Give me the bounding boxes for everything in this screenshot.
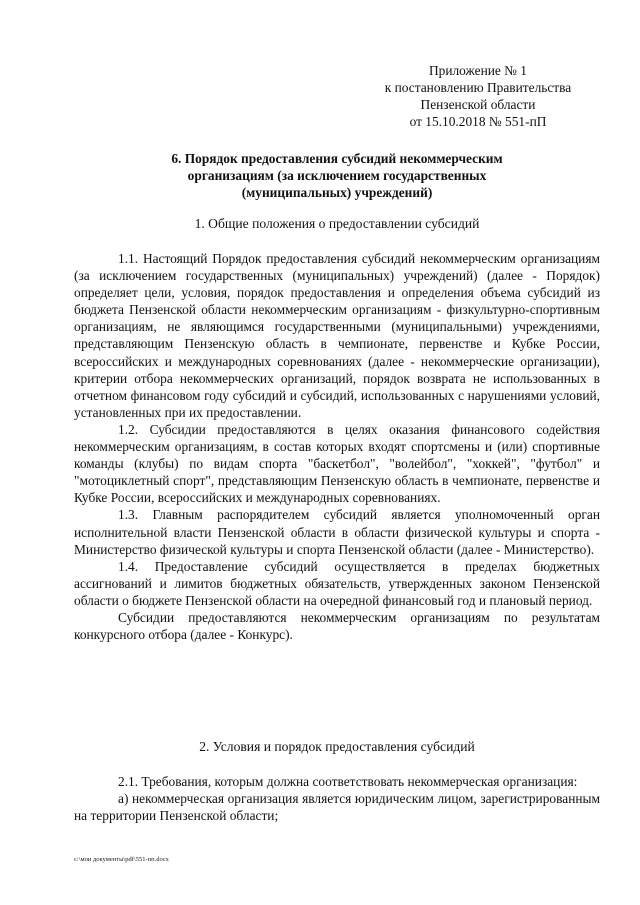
- paragraph-1-3: 1.3. Главным распорядителем субсидий является уполномоченный орган исполнительной власти Пензенской области в области физической культуры и спорта - Министерство физической культуры и спорта Пензенской области (далее - Министерство).: [74, 507, 600, 557]
- section-2-heading: 2. Условия и порядок предоставления субсидий: [199, 739, 475, 754]
- paragraph-1-1: 1.1. Настоящий Порядок предоставления субсидий некоммерческим организациям (за исключением государственных (муниципальных) учреждений) (далее - Порядок) определяет цели, условия, порядок предоставления и определения объема субсидий из бюджета Пензенской области некоммерческим организациям - физкультурно-спортивным организациям, не являющимся государственными (муниципальными) учреждениями, представляющим Пензенскую область в чемпионате, первенстве и Кубке России, всероссийских и международных соревнованиях (далее - некоммерческие организации), критерии отбора некоммерческих организаций, порядок возврата не использованных в отчетном финансовом году субсидий и субсидий, использованных с нарушениями условий, установленных при их предоставлении.: [74, 251, 600, 420]
- document-body: [74, 250, 600, 643]
- paragraph-2-1: 2.1. Требования, которым должна соответствовать некоммерческая организация:: [118, 774, 578, 789]
- paragraph-1-4: 1.4. Предоставление субсидий осуществляется в пределах бюджетных ассигнований и лимитов бюджетных обязательств, утвержденных законом Пензенской области о бюджете Пензенской области на очередной финансовый год и плановый период.: [74, 558, 600, 608]
- paragraph-1-2: 1.2. Субсидии предоставляются в целях оказания финансового содействия некоммерческим организациям, в состав которых входят спортсмены и (или) спортивные команды (клубы) по видам спорта "баскетбол", "волейбол", "хоккей", "футбол" и "мотоциклетный спорт", представляющим Пензенскую область в чемпионате, первенстве и Кубке России, всероссийских и международных соревнованиях.: [74, 421, 600, 506]
- appendix-date-number: от 15.10.2018 № 551-пП: [409, 114, 547, 129]
- appendix-header: [358, 62, 598, 130]
- document-title: [74, 150, 600, 201]
- title-line-1: 6. Порядок предоставления субсидий некоммерческим: [171, 151, 503, 166]
- appendix-resolution: к постановлению Правительства: [384, 80, 572, 95]
- section-2-body: [74, 773, 600, 824]
- title-line-3: (муниципальных) учреждений): [241, 185, 433, 200]
- title-line-2: организациям (за исключением государственных: [187, 168, 487, 183]
- paragraph-1-5: Субсидии предоставляются некоммерческим организациям по результатам конкурсного отбора (далее - Конкурс).: [74, 609, 600, 643]
- section-1-heading: 1. Общие положения о предоставлении субсидий: [194, 216, 480, 231]
- footer-file-path: c:\мои документы\pdf\551-пп.docx: [74, 856, 169, 863]
- paragraph-2-1-a: а) некоммерческая организация является юридическим лицом, зарегистрированным на территории Пензенской области;: [74, 791, 600, 824]
- appendix-number: Приложение № 1: [428, 63, 528, 78]
- appendix-region: Пензенской области: [420, 97, 536, 112]
- document-page: [74, 0, 600, 905]
